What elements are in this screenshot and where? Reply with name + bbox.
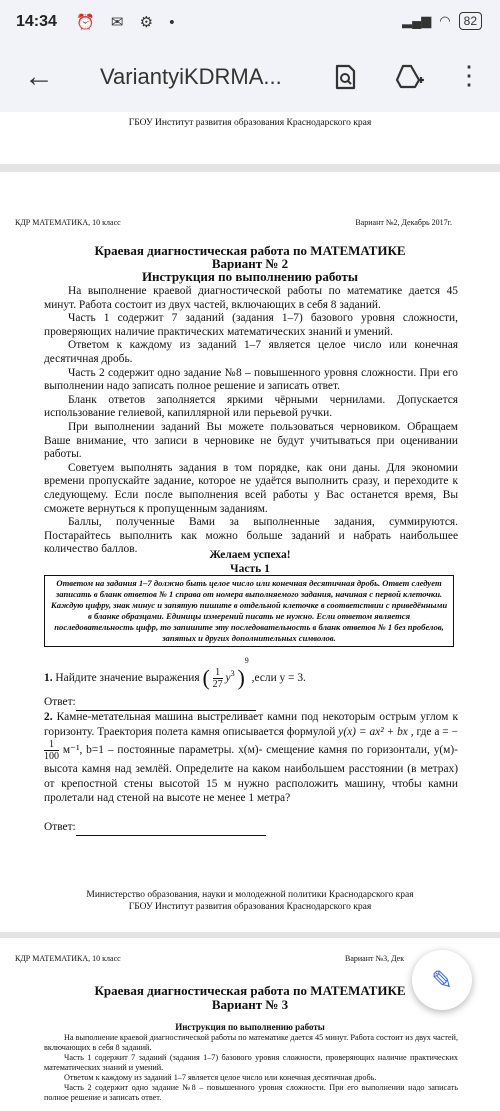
fraction <box>44 739 59 762</box>
paragraph: Часть 2 содержит одно задание №8 – повышенного уровня сложности. При его выполнении надо записать полное решение и записать ответ. <box>44 366 458 393</box>
task-1 <box>44 654 458 690</box>
wifi-icon: ◠ <box>439 13 451 28</box>
footer-org: ГБОУ Институт развития образования Краснодарского края <box>128 902 372 912</box>
doc-title: Краевая диагностическая работа по МАТЕМАТИКЕ <box>94 243 406 258</box>
arrow-left-icon[interactable]: ← <box>24 60 54 93</box>
drive-add-icon[interactable] <box>392 62 422 92</box>
paragraph: Часть 2 содержит одно задание №8 – повышенного уровня сложности. При его выполнении надо записать полное решение и записать ответ. <box>44 1083 458 1102</box>
instruction-text <box>44 1033 458 1103</box>
page-variant-2 <box>0 172 500 932</box>
task-number: 2. <box>44 711 53 723</box>
page-header-left: КДР МАТЕМАТИКА, 10 класс <box>15 954 121 963</box>
paragraph: На выполнение краевой диагностической работы по математике дается 45 минут. Работа состоит из двух частей, включающих в себя 8 заданий. <box>44 1033 458 1052</box>
instruction-title: Инструкция по выполнению работы <box>175 1022 325 1032</box>
task-where: где a = − <box>416 725 458 738</box>
battery-indicator: 82 <box>459 12 482 30</box>
task-condition: ,если y = 3. <box>251 672 306 684</box>
document-title: VariantyiKDRMA... <box>100 64 282 89</box>
fraction <box>213 667 223 690</box>
notification-icons: ⏰ ✉ ⚙ • <box>76 14 181 31</box>
answer-row-1 <box>44 695 458 711</box>
variant-title: Вариант № 3 <box>211 997 289 1012</box>
answer-label: Ответ: <box>44 696 76 708</box>
answer-line <box>76 820 266 836</box>
part1-heading: Часть 1 <box>230 563 270 575</box>
task-text: Найдите значение выражения <box>55 672 200 684</box>
paragraph: Часть 1 содержит 7 заданий (задания 1–7) базового уровня сложности, проверяющих наличие практических математических знаний и умений. <box>44 312 458 338</box>
status-time: 14:34 <box>16 13 57 30</box>
task-number: 1. <box>44 672 53 684</box>
status-right <box>402 12 482 30</box>
task-text-continued: м⁻¹, b=1 – постоянные параметры. x(м)- смещение камня по горизонтали, y(м)- высота камня над землёй. Определите на каком наибольшем расстоянии (в метрах) от крепостной стены высотой 15 м нужно расположить машину, чтобы камни пролетали над стеной на высоте не менее 1 метра? <box>44 744 458 804</box>
paren-left: ( <box>202 665 210 691</box>
paragraph: Баллы, полученные Вами за выполненные задания, суммируются. Постарайтесь выполнить как можно больше заданий и набрать наибольшее количество баллов. <box>44 516 458 556</box>
variable-y: y <box>225 672 231 684</box>
app-toolbar <box>0 44 500 112</box>
paragraph: Часть 1 содержит 7 заданий (задания 1–7) базового уровня сложности, проверяющих наличие практических математических знаний и умений. <box>44 1053 458 1072</box>
fraction-numerator: 1 <box>213 667 223 679</box>
fraction-denominator: 100 <box>44 751 59 762</box>
edit-fab[interactable] <box>412 950 472 1010</box>
status-bar <box>0 0 500 44</box>
footer-ministry: Министерство образования, науки и молодежной политики Краснодарского края <box>86 890 414 900</box>
variant-title: Вариант № 2 <box>211 256 289 271</box>
doc-title: Краевая диагностическая работа по МАТЕМАТИКЕ <box>94 983 406 998</box>
paragraph: Ответом к каждому из заданий 1–7 является целое число или конечная десятичная дробь. <box>44 339 458 365</box>
instruction-text <box>44 285 458 557</box>
task-text: Камне-метательная машина выстреливает камни под некоторым острым углом к горизонту. Траектория полета камня описывается формулой <box>44 711 458 738</box>
more-vert-icon[interactable]: ⋮ <box>456 60 482 90</box>
fraction-denominator: 27 <box>212 678 223 690</box>
pencil-icon: ✎ <box>431 965 453 995</box>
page-previous <box>0 112 500 164</box>
formula: y(x) = ax² + bx , <box>338 725 414 738</box>
page-header-right: Вариант №2, Декабрь 2017г. <box>355 218 452 227</box>
paren-right: ) <box>237 665 245 691</box>
answer-notice-box: Ответом на задания 1–7 должно быть целое число или конечная десятичная дробь. Ответ следует записать в бланк ответов № 1 справа от номера выполняемого задания, начиная с первой клеточки. Каждую цифру, знак минус и запятую пишите в отдельной клеточке в соответствии с приведёнными в бланке образцами. Единицы измерений писать не нужно. Если ответом является последовательность цифр, то запишите эту последовательность в бланк ответов № 1 без пробелов, запятых и других дополнительных символов. <box>44 575 454 647</box>
search-doc-icon[interactable] <box>330 62 360 92</box>
wish-text: Желаем успеха! <box>209 549 291 561</box>
paragraph: Ответом к каждому из заданий 1–7 является целое число или конечная десятичная дробь. <box>64 1073 377 1082</box>
paragraph: При выполнении заданий Вы можете пользоваться черновиком. Обращаем Ваше внимание, что записи в черновике не будут учитываться при оценивании работы. <box>44 420 458 461</box>
paragraph: На выполнение краевой диагностической работы по математике дается 45 минут. Работа состоит из двух частей, включающих в себя 8 заданий. <box>44 285 458 311</box>
page-header-left: КДР МАТЕМАТИКА, 10 класс <box>15 218 121 227</box>
signal-icon: ▂▄▆ <box>402 13 432 28</box>
outer-exponent: 9 <box>244 656 249 665</box>
answer-line <box>76 695 256 711</box>
exponent: 3 <box>230 669 235 679</box>
task-2 <box>44 710 458 806</box>
footer-org: ГБОУ Институт развития образования Краснодарского края <box>128 118 372 128</box>
paragraph: Бланк ответов заполняется яркими чёрными чернилами. Допускается использование гелиевой, капиллярной или перьевой ручки. <box>44 393 458 420</box>
paragraph: Советуем выполнять задания в том порядке, как они даны. Для экономии времени пропускайте задание, которое не удаётся выполнить сразу, и переходите к следующему. Если после выполнения всей работы у Вас останется время, Вы сможете вернуться к пропущенным заданиям. <box>44 461 458 515</box>
answer-row-2 <box>44 820 458 836</box>
instruction-title: Инструкция по выполнению работы <box>141 269 359 284</box>
answer-label: Ответ: <box>44 821 76 833</box>
page-header-right: Вариант №3, Дек <box>345 954 405 963</box>
fraction-numerator: 1 <box>44 739 59 751</box>
